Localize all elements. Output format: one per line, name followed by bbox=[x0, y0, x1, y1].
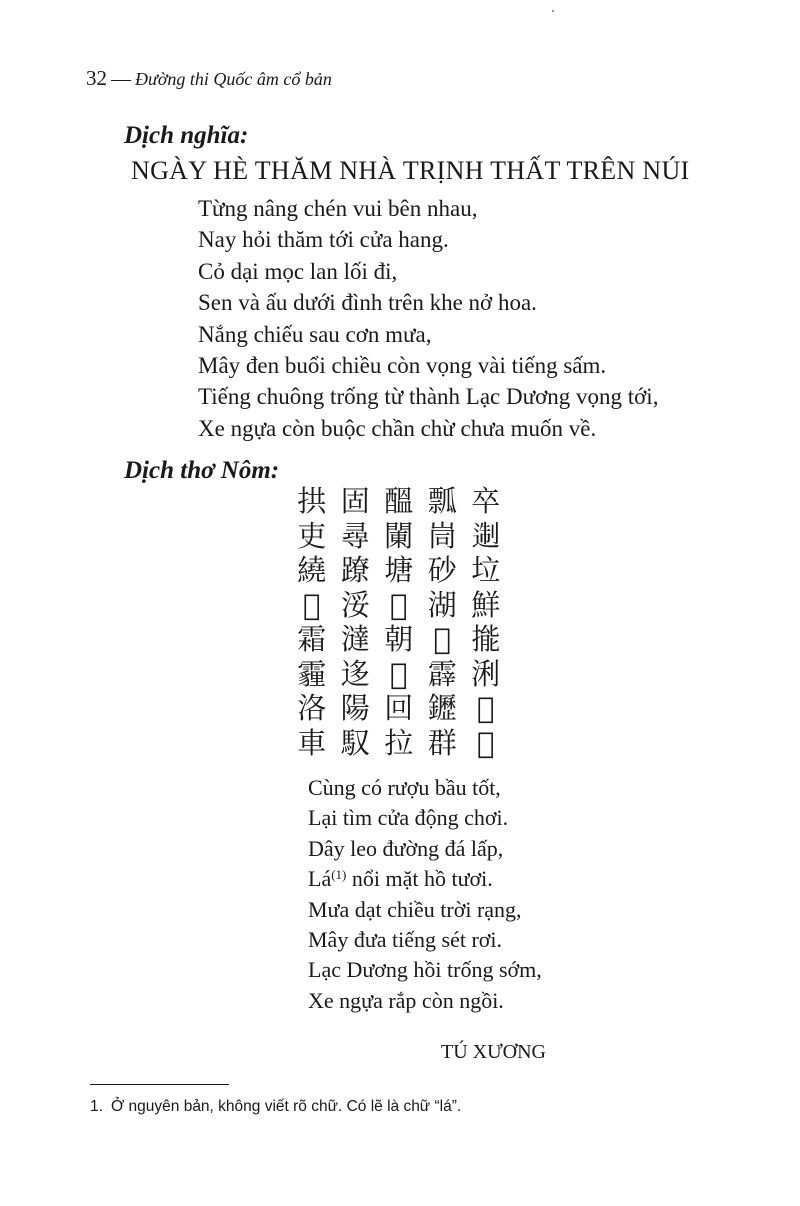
nom-char: 回 bbox=[384, 691, 414, 725]
translation-verse bbox=[198, 193, 658, 444]
footnote-number: 1. bbox=[90, 1098, 103, 1115]
verse-line: Tiếng chuông trống từ thành Lạc Dương vọng tới, bbox=[198, 384, 659, 410]
page-number: 32 bbox=[86, 66, 107, 90]
nom-char: 霜 bbox=[297, 622, 327, 656]
poem-title: NGÀY HÈ THĂM NHÀ TRỊNH THẤT TRÊN NÚI bbox=[131, 156, 690, 185]
verse-line: Từng nâng chén vui bên nhau, bbox=[198, 196, 478, 221]
nom-line bbox=[290, 519, 508, 554]
verse-line: Mây đen buổi chiều còn vọng vài tiếng sấm. bbox=[198, 352, 607, 378]
nom-line bbox=[290, 553, 508, 588]
header-separator: — bbox=[111, 68, 131, 90]
nom-char: 𡎝 bbox=[477, 725, 495, 760]
book-title: Đường thi Quốc âm cổ bản bbox=[135, 69, 332, 89]
nom-char: 𩈘 bbox=[390, 587, 408, 622]
verse-line bbox=[308, 803, 542, 833]
poem-author: TÚ XƯƠNG bbox=[441, 1041, 546, 1063]
verse-line bbox=[308, 834, 542, 864]
nom-char: 馭 bbox=[340, 725, 370, 760]
nom-char: 群 bbox=[427, 725, 457, 760]
nom-char: 䥶 bbox=[427, 691, 457, 725]
footnote-divider bbox=[90, 1084, 229, 1085]
verse-line bbox=[308, 773, 542, 803]
nom-char: 䦨 bbox=[384, 518, 414, 553]
nom-line bbox=[290, 657, 508, 692]
nom-char: 蹽 bbox=[340, 553, 370, 587]
verse-line: Nắng chiếu sau cơn mưa, bbox=[198, 321, 432, 347]
nom-char: 鮮 bbox=[471, 587, 501, 622]
verse-line: Nay hỏi thăm tới cửa hang. bbox=[198, 227, 449, 253]
section-label-translation: Dịch nghĩa: bbox=[124, 122, 249, 149]
nom-char: 陽 bbox=[340, 691, 370, 725]
verse-text: nổi mặt hồ tươi. bbox=[346, 866, 493, 892]
nom-line bbox=[290, 484, 508, 519]
nom-char: 車 bbox=[297, 725, 327, 760]
nom-char: 霾 bbox=[297, 656, 327, 691]
verse-text: Lạc Dương hồi trống sớm, bbox=[308, 957, 542, 983]
verse-line: Cỏ dại mọc lan lối đi, bbox=[198, 258, 398, 284]
nom-char: 拉 bbox=[384, 725, 414, 760]
verse-line bbox=[308, 955, 542, 985]
nom-char: 拱 bbox=[297, 484, 327, 518]
nom-char: 峝 bbox=[427, 518, 457, 553]
nom-char: 吏 bbox=[297, 518, 327, 553]
verse-line: Xe ngựa còn buộc chần chừ chưa muốn về. bbox=[198, 415, 597, 441]
nom-char: 𡗶 bbox=[433, 622, 451, 656]
nom-char: 澾 bbox=[340, 622, 370, 656]
speck bbox=[552, 10, 554, 12]
verse-text: Dây leo đường đá lấp, bbox=[308, 835, 504, 861]
nom-line bbox=[290, 622, 508, 657]
nom-char: 尋 bbox=[340, 518, 370, 553]
nom-text-block bbox=[290, 484, 508, 760]
nom-char: 迻 bbox=[340, 656, 370, 691]
nom-char: 𣋽 bbox=[477, 691, 495, 725]
nom-char: 浽 bbox=[340, 587, 370, 622]
running-header bbox=[86, 66, 332, 91]
section-label-nom: Dịch thơ Nôm: bbox=[124, 457, 280, 484]
verse-text: Xe ngựa rắp còn ngồi. bbox=[308, 987, 504, 1013]
nom-char: 卒 bbox=[471, 484, 501, 518]
nom-line bbox=[290, 726, 508, 761]
nom-char: 固 bbox=[340, 484, 370, 518]
verse-line bbox=[308, 895, 542, 925]
verse-line bbox=[308, 925, 542, 955]
verse-text: Lại tìm cửa động chơi. bbox=[308, 805, 509, 831]
footnote-text: Ở nguyên bản, không viết rõ chữ. Có lẽ là chữ “lá”. bbox=[110, 1098, 462, 1115]
footnote bbox=[90, 1097, 461, 1117]
nom-line bbox=[290, 588, 508, 623]
verse-line bbox=[308, 986, 542, 1016]
nom-char: 霹 bbox=[427, 656, 457, 691]
nom-line bbox=[290, 691, 508, 726]
nom-char: 𨔈 bbox=[471, 518, 501, 553]
nom-char: 砂 bbox=[427, 553, 457, 587]
nom-char: 醞 bbox=[384, 484, 414, 518]
nom-char: 垃 bbox=[471, 553, 501, 587]
nom-char: 𦲿 bbox=[303, 587, 321, 622]
nom-char: 㨢 bbox=[471, 622, 501, 656]
nom-char: 塘 bbox=[384, 553, 414, 587]
nom-char: 繞 bbox=[297, 553, 327, 587]
verse-text: Cùng có rượu bầu tốt, bbox=[308, 775, 501, 800]
verse-text: Mưa dạt chiều trời rạng, bbox=[308, 896, 522, 922]
footnote-marker[interactable]: (1) bbox=[331, 867, 347, 883]
nom-char: 浰 bbox=[471, 656, 501, 691]
verse-text: Mây đưa tiếng sét rơi. bbox=[308, 926, 503, 952]
nom-char: 湖 bbox=[427, 587, 457, 622]
nom-translation-verse bbox=[308, 773, 542, 1016]
verse-line: Sen và ấu dưới đình trên khe nở hoa. bbox=[198, 290, 537, 316]
nom-char: 瓢 bbox=[427, 484, 457, 518]
verse-line bbox=[308, 864, 542, 894]
nom-char: 朝 bbox=[384, 622, 414, 656]
nom-char: 洛 bbox=[297, 691, 327, 725]
verse-text: Lá bbox=[308, 866, 332, 892]
nom-char: 𠯇 bbox=[390, 656, 408, 691]
